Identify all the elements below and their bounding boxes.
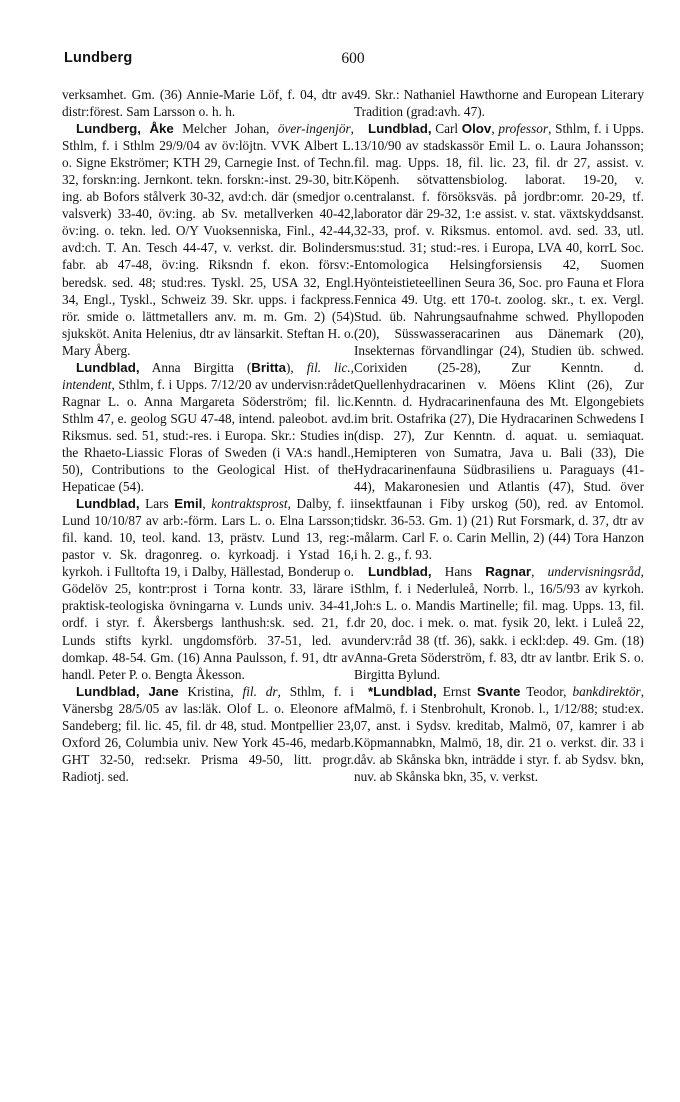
entry-lundblad-britta: [62, 359, 354, 495]
entry-given-pre: Anna Birgitta (: [139, 359, 252, 375]
entry-surname: Lundblad,: [368, 564, 432, 580]
entry-text: , Malmö, f. i Stenbrohult, Kronob. l., 1/12/88; stud:ex. 07, anst. i Sydsv. kreditab, Malmö, 07, kamrer i ab Köpmannabkn, Malmö, 18, dir. 21 o. verkst. dir. 33 i dåv. ab Skånska bkn, inträdde i styr. f. ab Sydsv. bkn, nuv. ab Skånska bkn, 35, v. verkst.: [354, 683, 645, 784]
entry-given-rest: ,: [202, 496, 212, 512]
page-header: [64, 50, 642, 74]
entry-given-bold: Svante: [476, 683, 521, 699]
entry-given-bold: Jane: [148, 683, 179, 699]
entry-text: 49. Skr.: Nathaniel Hawthorne and European Literary Tradition (grad:avh. 47).: [354, 87, 644, 120]
running-head: Lundberg: [64, 50, 133, 66]
entry-given-rest: ),: [286, 359, 307, 375]
entry-given-rest: Teodor,: [520, 683, 573, 699]
entry-given-pre: Lars: [139, 496, 175, 512]
entry-given-pre: Hans: [431, 564, 486, 580]
entry-surname: Lundblad,: [76, 359, 140, 375]
entry-surname: *Lundblad,: [368, 683, 437, 699]
entry-given-rest: ,: [531, 564, 548, 580]
entry-surname: Lundblad,: [76, 683, 140, 699]
entry-given-bold: Emil: [174, 496, 203, 512]
entry-given-pre: Ernst: [436, 683, 477, 699]
entry-occupation: undervisningsråd: [547, 564, 641, 580]
entry-text: , Dalby, f. i Lund 10/10/87 av arb:-förm. Lars L. o. Elna Larsson; fil. kand. 10, teol. kand. 13, prästv. Lund 13, reg:-pastor v. Sk. dragonreg. o. kyrkoadj. i Ystad 16, kyrkoh. i Fulltofta 19, i Dalby, Hällestad, Bonderup o. Gödelöv 25, kontr:prost i Torna kontr. 33, lärare i praktisk-teologiska övningarna v. Lunds univ. 34-41, ordf. i styr. f. Åkersbergs lanthush:sk. sed. 21, f. Lunds stifts kyrkl. ungdomsförb. 37-51, led. av domkap. 48-54. Gm. (16) Anna Paulsson, f. 91, dtr av handl. Peter P. o. Bengta Åkesson.: [62, 496, 355, 682]
page-number: 600: [341, 50, 365, 67]
entry-lundblad-emil: [62, 495, 354, 683]
entry-given-pre: Carl: [431, 121, 462, 137]
entry-text: verksamhet. Gm. (36) Annie-Marie Löf, f. 04, dtr av distr:förest. Sam Larsson o. h. h.: [62, 87, 354, 120]
entry-lundblad-ragnar: [354, 563, 644, 682]
entry-text: , Sthlm, f. i Upps. 13/10/90 av stadskassör Emil L. o. Laura Johansson; fil. mag. Upps. 18, fil. lic. 23, fil. dr 27, assist. v. Köpenh. sötvattensbiolog. laborat. 19-20, v. centralanst. f. försöksväs. på jordbr:omr. 20-29, tf. laborator där 29-32, 1:e assist. v. stat. växtskyddsanst. 32-33, prof. v. Riksmus. entomol. avd. sed. 33, utl. mus:stud. 31; stud:-res. i Europa, LVA 40, korrL Soc. Entomologica Helsingforsiensis 42, Suomen Hyönteistieteellinen Seura 36, Soc. pro Fauna et Flora Fennica 49. Utg. ett 170-t. zoolog. skr., t. ex. Vergl. Stud. üb. Nahrungsaufnahme schwed. Phyllopoden (20), Süsswasseracarinen aus Dänemark (20), Insekternas förvandlingar (24), Studien üb. schwed. Corixiden (25-28), Zur Kenntn. d. Quellenhydracarinen v. Möens Klint (26), Zur Kenntn. d. Hydracarinenfauna des Mt. Elgongebiets im brit. Ostafrika (27), Die Hydracarinen Schwedens I (disp. 27), Zur Kenntn. d. aquat. u. semiaquat. Hemipteren von Sumatra, Java u. Bali (33), Die Hydracarinenfauna Südbrasiliens u. Paraguays (41-44), Makaronesien und Atlantis (47), Stud. över insektfaunan i Fiby urskog (50), red. av Entomol. tidskr. 36-53. Gm. 1) (21) Rut Forsmark, d. 37, dtr av målarm. Carl F. o. Carin Mellin, 2) (44) Tora Hanzon i h. 2. g., f. 93.: [354, 121, 645, 563]
entry-lundblad-jane: [62, 683, 354, 785]
entry-surname: Lundblad,: [368, 121, 432, 137]
right-column: [354, 86, 644, 785]
entry-lundblad-svante: [354, 683, 644, 785]
entry-given-bold: Ragnar: [485, 564, 532, 580]
entry-occupation: bankdirektör: [572, 683, 641, 699]
left-column: [62, 86, 354, 785]
entry-occupation: fil. dr: [242, 683, 278, 699]
entry-given-bold: Olov: [461, 121, 492, 137]
entry-surname: Lundberg,: [76, 121, 141, 137]
entry-continuation: [62, 86, 354, 120]
entry-given-rest: Kristina,: [178, 683, 243, 699]
entry-occupation: professor: [498, 121, 549, 137]
entry-given-bold: Åke: [149, 121, 174, 137]
entry-occupation: kontraktsprost: [211, 496, 288, 512]
entry-text: , Sthlm, f. i Vänersbg 28/5/05 av las:läk. Olof L. o. Eleonore af Sandeberg; fil. lic. 45, fil. dr 48, stud. Montpellier 23, Oxford 26, Columbia univ. New York 45-46, medarb. GHT 32-50, red:sekr. Prisma 49-50, litt. progr. Radiotj. sed.: [62, 683, 354, 784]
entry-surname: Lundblad,: [76, 496, 140, 512]
entry-lundblad-olov: [354, 120, 644, 563]
entry-given-bold: Britta: [251, 359, 286, 375]
entry-given-rest: Melcher Johan,: [173, 121, 278, 137]
entry-occupation: fil. lic., intendent: [62, 359, 354, 392]
entry-text: , Sthlm, f. i Nederluleå, Norrb. l., 16/5/93 av kyrkoh. Joh:s L. o. Mandis Martinelle; fil. mag. Upps. 13, fil. dr 20, doc. i mek. o. mat. fysik 20, lekt. i Luleå 22, underv:råd 38 (tf. 36), sakk. i eckl:dep. 49. Gm. (18) Anna-Greta Söderström, f. 83, dtr av lantbr. Erik S. o. Birgitta Bylund.: [354, 564, 644, 682]
entry-occupation: över-ingenjör: [277, 121, 351, 137]
entry-given-rest: ,: [491, 121, 499, 137]
entry-continuation: [354, 86, 644, 120]
entry-text: , Sthlm, f. i Upps. 7/12/20 av undervisn:rådet Ragnar L. o. Anna Margareta Söderström; fil. lic. Sthlm 47, e. geolog SGU 47-48, intend. paleobot. avd. Riksmus. sed. 51, stud:-res. i Europa. Skr.: Studies in the Rhaeto-Liassic Floras of Sweden (i VA:s handl., 50), Contributions to the Geological Hist. of the Hepaticae (54).: [62, 376, 354, 495]
entry-lundberg-ake: [62, 120, 354, 359]
entry-text: , Sthlm, f. i Sthlm 29/9/04 av öv:löjtn. VVK Albert L. o. Signe Ekströmer; KTH 29, Carnegie Inst. of Techn. 32, forskn:ing. Jernkont. tekn. forskn:-inst. 29-30, bitr. ing. ab Bofors stålverk 30-32, avd:ch. där (smedjor o. valsverk) 33-40, öv:ing. ab Sv. metallverken 40-42, öv:ing. o. tekn. led. O/Y Vuoksenniska, Finl., 42-44, avd:ch. T. An. Tesch 44-47, v. verkst. dir. Bolinders fabr. ab 47-48, öv:ing. Riksndn f. ekon. försv:-beredsk. sed. 48; stud:res. Tyskl. 25, USA 32, Engl. 34, Engl., Tyskl., Schweiz 39. Skr. upps. i fackpress. rör. smide o. lättmetallers anv. m. m. Gm. 2) (54) sjuksköt. Anita Helenius, dtr av länsarkit. Steftan H. o. Mary Åberg.: [62, 121, 354, 358]
